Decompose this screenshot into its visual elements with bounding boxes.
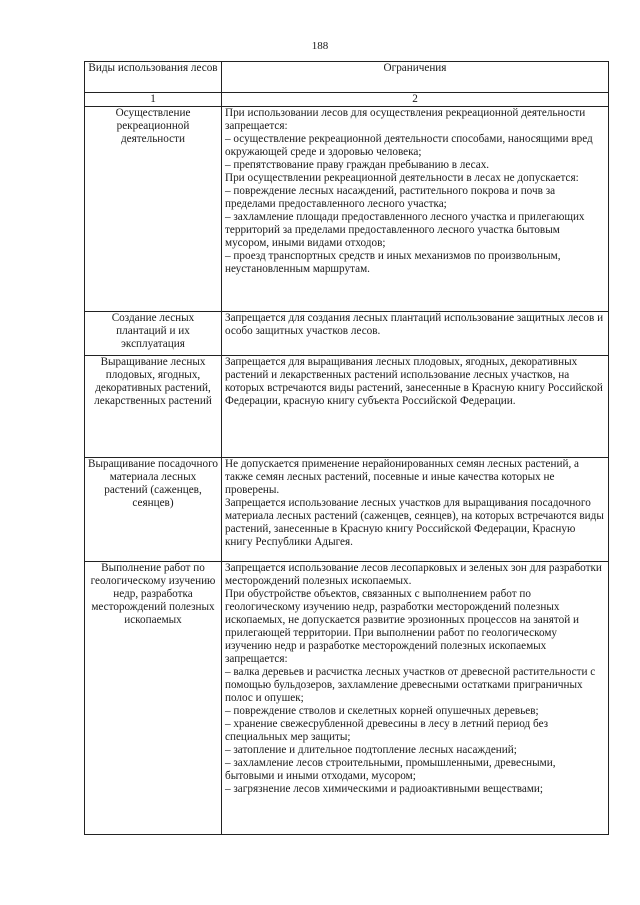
restriction-line: – загрязнение лесов химическими и радиоактивными веществами; <box>225 783 544 795</box>
forest-use-type: Выращивание лесных плодовых, ягодных, декоративных растений, лекарственных растений <box>85 356 222 458</box>
column-number-2: 2 <box>222 93 609 107</box>
restriction-line: При осуществлении рекреационной деятельности в лесах не допускается: <box>225 172 579 184</box>
table-row <box>85 312 609 356</box>
restriction-line: – проезд транспортных средств и иных механизмов по произвольным, неустановленным маршрутам. <box>225 250 561 275</box>
restriction-line: Запрещается для выращивания лесных плодовых, ягодных, декоративных растений и лекарственных растений использование лесных участков, на которых встречаются виды растений, занесенные в Красную книгу Российской Федерации, красную книгу субъекта Российской Федерации. <box>225 356 603 407</box>
restriction-line: – хранение свежесрубленной древесины в лесу в летний период без специальных мер защиты; <box>225 718 549 743</box>
forest-use-type: Выполнение работ по геологическому изучению недр, разработка месторождений полезных ископаемых <box>85 562 222 835</box>
column-number-row <box>85 93 609 107</box>
restriction-text <box>222 458 609 562</box>
table-row <box>85 458 609 562</box>
restriction-line: – повреждение стволов и скелетных корней опушечных деревьев; <box>225 705 539 717</box>
table-row <box>85 562 609 835</box>
restriction-text <box>222 107 609 312</box>
header-forest-use-types: Виды использования лесов <box>85 62 222 93</box>
forest-use-type: Создание лесных плантаций и их эксплуатация <box>85 312 222 356</box>
forest-use-type: Выращивание посадочного материала лесных растений (саженцев, сеянцев) <box>85 458 222 562</box>
restriction-line: – захламление площади предоставленного лесного участка и прилегающих территорий за пределами предоставленного лесного участка бытовым мусором, иными видами отходов; <box>225 211 585 249</box>
column-number-1: 1 <box>85 93 222 107</box>
restriction-line: При использовании лесов для осуществления рекреационной деятельности запрещается: <box>225 107 586 132</box>
restriction-line: Запрещается использование лесов лесопарковых и зеленых зон для разработки месторождений полезных ископаемых. <box>225 562 602 587</box>
restriction-line: Запрещается для создания лесных плантаций использование защитных лесов и особо защитных участков лесов. <box>225 312 604 337</box>
restriction-line: – затопление и длительное подтопление лесных насаждений; <box>225 744 517 756</box>
restriction-line: При обустройстве объектов, связанных с выполнением работ по геологическому изучению недр, разработки месторождений полезных ископаемых, не допускается развитие эрозионных процессов на занятой и прилегающей территории. При выполнении работ по геологическому изучению недр и разработке месторождений полезных ископаемых запрещается: <box>225 588 579 665</box>
restriction-line: – захламление лесов строительными, промышленными, древесными, бытовыми и иными отходами, мусором; <box>225 757 556 782</box>
restriction-text <box>222 312 609 356</box>
restriction-line: Не допускается применение нерайонированных семян лесных растений, а также семян лесных растений, посевные и иные качества которых не проверены. <box>225 458 580 496</box>
restriction-line: – повреждение лесных насаждений, растительного покрова и почв за пределами предоставленного лесного участка; <box>225 185 556 210</box>
restriction-line: – препятствование праву граждан пребыванию в лесах. <box>225 159 490 171</box>
table-row <box>85 107 609 312</box>
table-row <box>85 356 609 458</box>
restriction-text <box>222 562 609 835</box>
restriction-line: – валка деревьев и расчистка лесных участков от древесной растительности с помощью бульдозеров, захламление древесными остатками приграничных полос и опушек; <box>225 666 596 704</box>
restriction-text <box>222 356 609 458</box>
header-row <box>85 62 609 93</box>
restriction-line: – осуществление рекреационной деятельности способами, наносящими вред окружающей среде и здоровью человека; <box>225 133 593 158</box>
page-number: 188 <box>311 40 329 52</box>
restriction-line: Запрещается использование лесных участков для выращивания посадочного материала лесных растений (саженцев, сеянцев), на которых встречаются виды растений, занесенные в Красную книгу Российской Федерации, Красную книгу Республики Адыгея. <box>225 497 604 548</box>
header-restrictions: Ограничения <box>222 62 609 93</box>
restrictions-table <box>84 61 609 835</box>
forest-use-type: Осуществление рекреационной деятельности <box>85 107 222 312</box>
